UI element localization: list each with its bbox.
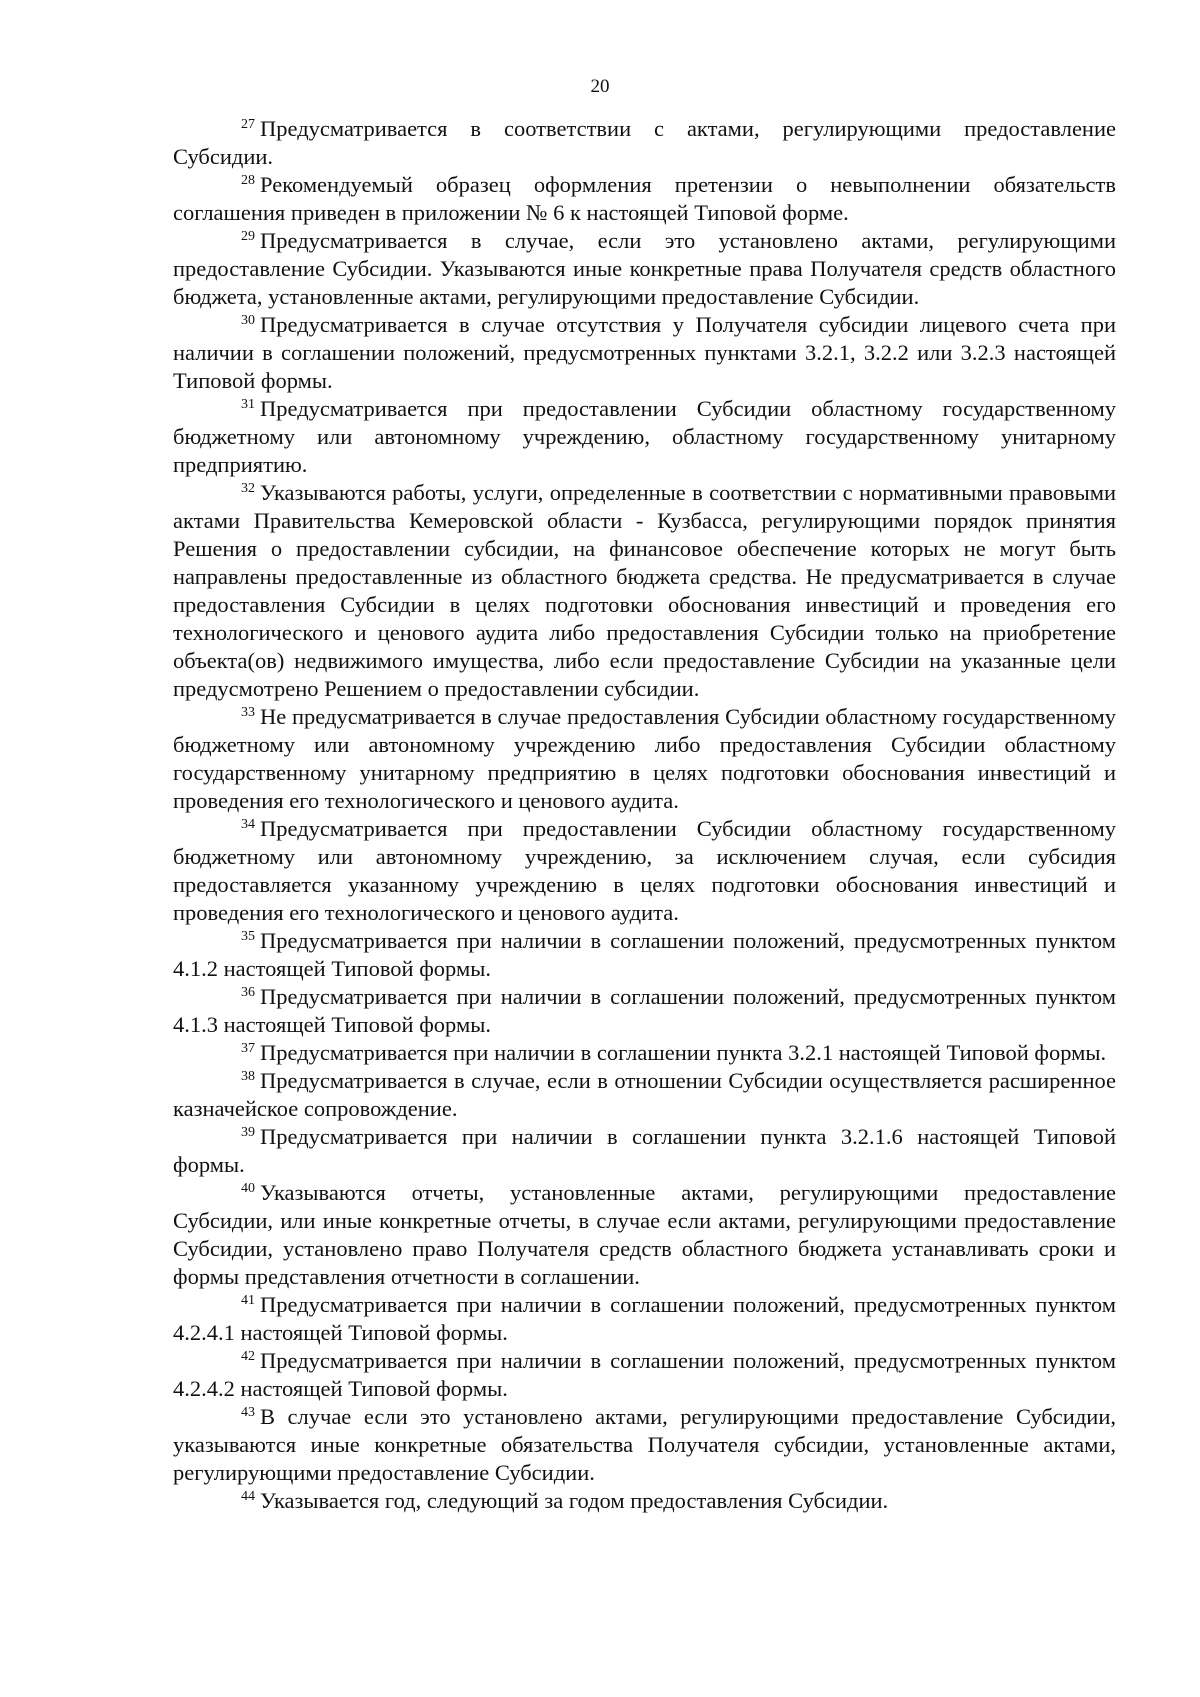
footnote	[173, 311, 1116, 395]
footnote-text: Предусматривается при наличии в соглашении положений, предусмотренных пунктом 4.2.4.1 настоящей Типовой формы.	[173, 1292, 1116, 1345]
footnote-text: Указываются отчеты, установленные актами, регулирующими предоставление Субсидии, или иные конкретные отчеты, в случае если актами, регулирующими предоставление Субсидии, установлено право Получателя средств областного бюджета устанавливать сроки и формы представления отчетности в соглашении.	[173, 1180, 1116, 1289]
footnote-text: Предусматривается при наличии в соглашении пункта 3.2.1 настоящей Типовой формы.	[260, 1040, 1107, 1065]
page-number: 20	[590, 76, 610, 97]
footnote-number: 28	[241, 173, 255, 188]
footnote-number: 44	[241, 1489, 255, 1504]
footnote	[173, 1067, 1116, 1123]
footnote-text: Не предусматривается в случае предоставления Субсидии областному государственному бюджетному или автономному учреждению либо предоставления Субсидии областному государственному унитарному предприятию в целях подготовки обоснования инвестиций и проведения его технологического и ценового аудита.	[173, 704, 1116, 813]
footnote	[173, 703, 1116, 815]
footnote	[173, 1487, 1116, 1515]
footnote-number: 43	[241, 1405, 255, 1420]
footnote	[173, 395, 1116, 479]
footnote-text: Указываются работы, услуги, определенные в соответствии с нормативными правовыми актами Правительства Кемеровской области - Кузбасса, регулирующими порядок принятия Решения о предоставлении субсидии, на финансовое обеспечение которых не могут быть направлены предоставленные из областного бюджета средства. Не предусматривается в случае предоставления Субсидии в целях подготовки обоснования инвестиций и проведения его технологического и ценового аудита либо предоставления Субсидии только на приобретение объекта(ов) недвижимого имущества, либо если предоставление Субсидии на указанные цели предусмотрено Решением о предоставлении субсидии.	[173, 480, 1116, 701]
footnote	[173, 1403, 1116, 1487]
footnote-number: 37	[241, 1041, 255, 1056]
footnote-text: Предусматривается в случае, если это установлено актами, регулирующими предоставление Субсидии. Указываются иные конкретные права Получателя средств областного бюджета, установленные актами, регулирующими предоставление Субсидии.	[173, 228, 1116, 309]
footnote-number: 38	[241, 1069, 255, 1084]
footnote	[173, 1039, 1116, 1067]
footnote	[173, 171, 1116, 227]
footnote-text: Предусматривается при наличии в соглашении пункта 3.2.1.6 настоящей Типовой формы.	[173, 1124, 1116, 1177]
footnote	[173, 927, 1116, 983]
footnote	[173, 983, 1116, 1039]
footnote-number: 27	[241, 117, 255, 132]
footnote	[173, 1347, 1116, 1403]
footnote-text: Указывается год, следующий за годом предоставления Субсидии.	[260, 1488, 889, 1513]
footnote	[173, 1123, 1116, 1179]
footnote	[173, 227, 1116, 311]
footnote-text: Предусматривается в соответствии с актами, регулирующими предоставление Субсидии.	[173, 116, 1116, 169]
footnote-number: 41	[241, 1293, 255, 1308]
footnote-number: 30	[241, 313, 255, 328]
footnote-text: Предусматривается при наличии в соглашении положений, предусмотренных пунктом 4.2.4.2 настоящей Типовой формы.	[173, 1348, 1116, 1401]
footnote-number: 29	[241, 229, 255, 244]
footnote	[173, 115, 1116, 171]
footnote-number: 42	[241, 1349, 255, 1364]
footnotes-list	[173, 115, 1116, 1515]
footnote-number: 36	[241, 985, 255, 1000]
footnote	[173, 1179, 1116, 1291]
footnote-text: Предусматривается при наличии в соглашении положений, предусмотренных пунктом 4.1.2 настоящей Типовой формы.	[173, 928, 1116, 981]
footnote-text: В случае если это установлено актами, регулирующими предоставление Субсидии, указываются иные конкретные обязательства Получателя субсидии, установленные актами, регулирующими предоставление Субсидии.	[173, 1404, 1116, 1485]
footnote-number: 39	[241, 1125, 255, 1140]
footnote-text: Предусматривается при предоставлении Субсидии областному государственному бюджетному или автономному учреждению, за исключением случая, если субсидия предоставляется указанному учреждению в целях подготовки обоснования инвестиций и проведения его технологического и ценового аудита.	[173, 816, 1116, 925]
footnote-text: Предусматривается при предоставлении Субсидии областному государственному бюджетному или автономному учреждению, областному государственному унитарному предприятию.	[173, 396, 1116, 477]
footnote	[173, 1291, 1116, 1347]
footnote-text: Рекомендуемый образец оформления претензии о невыполнении обязательств соглашения приведен в приложении № 6 к настоящей Типовой форме.	[173, 172, 1116, 225]
footnote-number: 32	[241, 481, 255, 496]
footnote	[173, 815, 1116, 927]
footnote-text: Предусматривается в случае, если в отношении Субсидии осуществляется расширенное казначейское сопровождение.	[173, 1068, 1116, 1121]
footnote-number: 31	[241, 397, 255, 412]
footnote-text: Предусматривается в случае отсутствия у Получателя субсидии лицевого счета при наличии в соглашении положений, предусмотренных пунктами 3.2.1, 3.2.2 или 3.2.3 настоящей Типовой формы.	[173, 312, 1116, 393]
footnote-text: Предусматривается при наличии в соглашении положений, предусмотренных пунктом 4.1.3 настоящей Типовой формы.	[173, 984, 1116, 1037]
footnote-number: 33	[241, 705, 255, 720]
footnote-number: 35	[241, 929, 255, 944]
footnote	[173, 479, 1116, 703]
footnote-number: 40	[241, 1181, 255, 1196]
footnote-number: 34	[241, 817, 255, 832]
